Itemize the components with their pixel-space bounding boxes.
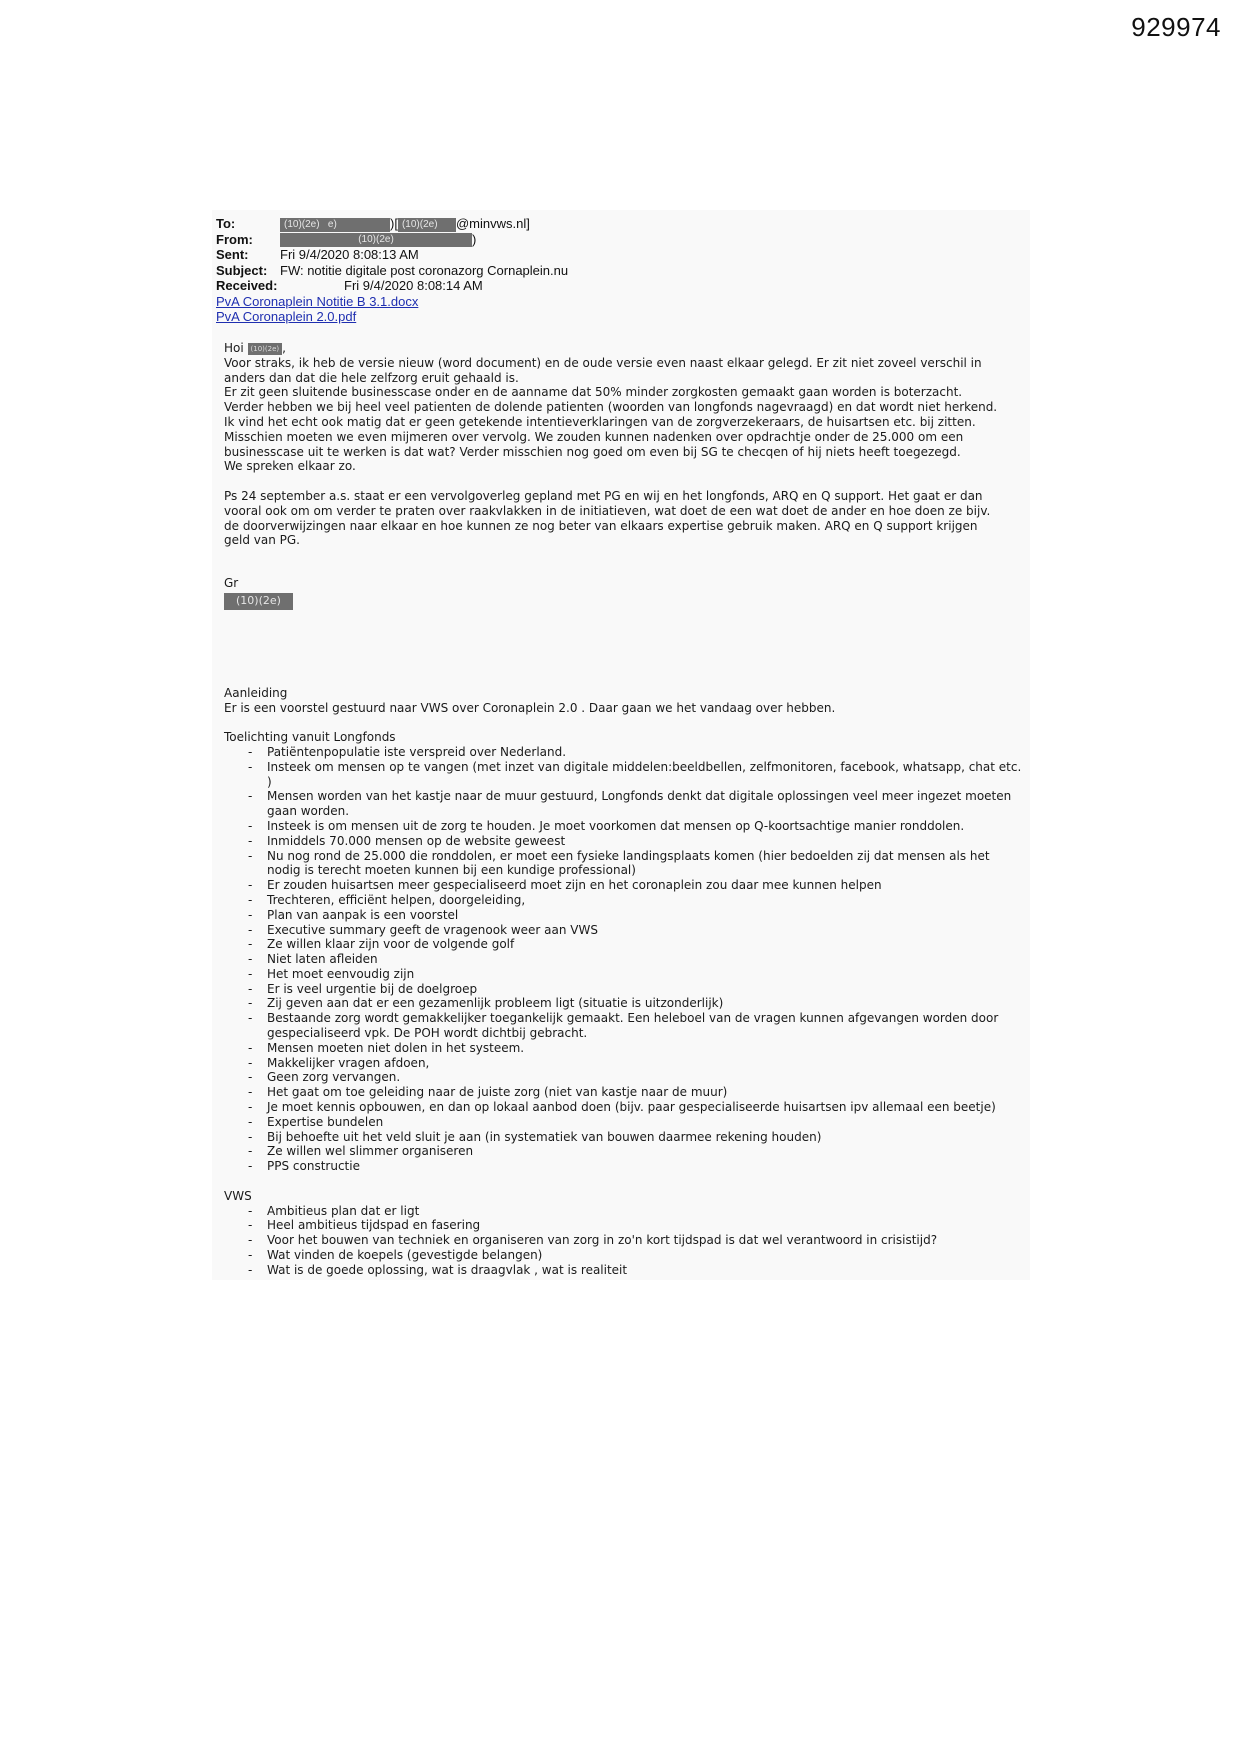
attachment-link-docx[interactable]: PvA Coronaplein Notitie B 3.1.docx <box>216 293 419 309</box>
list-item: - Ze willen wel slimmer organiseren <box>248 1144 1024 1159</box>
toelichting-title: Toelichting vanuit Longfonds <box>224 730 396 745</box>
list-item: - Er zouden huisartsen meer gespecialiseerd moet zijn en het coronaplein zou daar mee kunnen helpen <box>248 878 1024 893</box>
spacer <box>224 1174 1024 1189</box>
sent-row <box>216 247 418 263</box>
list-item: - Executive summary geeft de vragenook weer aan VWS <box>248 923 1024 938</box>
list-item: - Er is veel urgentie bij de doelgroep <box>248 982 1024 997</box>
spacer <box>224 474 1024 489</box>
redaction-block <box>280 218 390 232</box>
greeting-comma: , <box>282 341 286 355</box>
to-label: To: <box>216 216 236 231</box>
list-item: - Insteek is om mensen uit de zorg te houden. Je moet voorkomen dat mensen op Q-koortsachtige manier ronddolen. <box>248 819 1024 834</box>
list-item: - Bij behoefte uit het veld sluit je aan (in systematiek van bouwen daarmee rekening houden) <box>248 1130 1024 1145</box>
body-line: Ps 24 september a.s. staat er een vervolgoverleg gepland met PG en wij en het longfonds, ARQ en Q support. Het gaat er dan <box>224 488 983 503</box>
body-line: We spreken elkaar zo. <box>224 459 356 474</box>
list-item: - Voor het bouwen van techniek en organiseren van zorg in zo'n kort tijdspad is dat wel verantwoord in crisistijd? <box>248 1233 1024 1248</box>
body-line: Er zit geen sluitende businesscase onder en de aanname dat 50% minder zorgkosten gemaakt gaan worden is boterzacht. <box>224 385 963 400</box>
list-item: - Inmiddels 70.000 mensen op de website geweest <box>248 834 1024 849</box>
email-body <box>224 341 1024 1278</box>
body-line: businesscase uit te werken is dat wat? Verder misschien nog goed om even bij SG te checqen of hij niets heeft toegezegd. <box>224 444 961 459</box>
spacer <box>224 548 1024 576</box>
list-item: - Wat vinden de koepels (gevestigde belangen) <box>248 1248 1024 1263</box>
list-item: - Trechteren, efficiënt helpen, doorgeleiding, <box>248 893 1024 908</box>
document-number: 929974 <box>1131 12 1221 42</box>
list-item: - Patiëntenpopulatie iste verspreid over Nederland. <box>248 745 1024 760</box>
list-item: - Niet laten afleiden <box>248 952 1024 967</box>
to-row <box>216 216 530 232</box>
subject-label: Subject: <box>216 262 268 278</box>
closing: Gr <box>224 576 239 591</box>
list-item: - Expertise bundelen <box>248 1115 1024 1130</box>
list-item: - Wat is de goede oplossing, wat is draagvlak , wat is realiteit <box>248 1263 1024 1278</box>
to-value <box>280 216 530 232</box>
list-item: - Heel ambitieus tijdspad en fasering <box>248 1218 1024 1233</box>
from-close: ) <box>472 231 477 247</box>
body-line: Misschien moeten we even mijmeren over vervolg. We zouden kunnen nadenken over opdrachtje onder de 25.000 om een <box>224 429 964 444</box>
toelichting-list <box>224 745 1024 1174</box>
list-item: - Geen zorg vervangen. <box>248 1070 1024 1085</box>
spacer <box>224 610 1024 686</box>
body-line: vooral ook om om verder te praten over raakvlakken in de initiatieven, wat doet de een wat doet de ander en hoe doen ze bijv. <box>224 503 991 518</box>
subject-row <box>216 262 569 279</box>
from-label: From: <box>216 231 253 247</box>
received-value: Fri 9/4/2020 8:08:14 AM <box>344 278 483 293</box>
greeting-text: Hoi <box>224 341 244 355</box>
list-item: - Insteek om mensen op te vangen (met inzet van digitale middelen:beeldbellen, zelfmonitoren, facebook, whatsapp, chat etc. ) <box>248 760 1024 790</box>
redaction-block: (10)(2e) <box>248 343 283 355</box>
received-row <box>216 278 483 294</box>
attachment-link-pdf[interactable]: PvA Coronaplein 2.0.pdf <box>216 309 357 324</box>
redaction-block: (10)(2e) <box>398 218 456 232</box>
aanleiding-text: Er is een voorstel gestuurd naar VWS over Coronaplein 2.0 . Daar gaan we het vandaag over hebben. <box>224 700 836 715</box>
sent-label: Sent: <box>216 247 249 262</box>
body-line: Verder hebben we bij heel veel patienten de dolende patienten (woorden van longfonds nagevraagd) en dat wordt niet herkend. <box>224 400 998 415</box>
body-line: de doorverwijzingen naar elkaar en hoe kunnen ze nog beter van elkaars expertise gebruik maken. ARQ en Q support krijgen <box>224 518 978 533</box>
vws-title: VWS <box>224 1188 252 1203</box>
spacer <box>224 715 1024 730</box>
list-item: - Makkelijker vragen afdoen, <box>248 1056 1024 1071</box>
list-item: - Ze willen klaar zijn voor de volgende golf <box>248 937 1024 952</box>
aanleiding-title: Aanleiding <box>224 685 288 700</box>
paragraph-1 <box>224 356 1024 474</box>
received-label: Received: <box>216 278 278 293</box>
list-item: - Ambitieus plan dat er ligt <box>248 1204 1024 1219</box>
body-line: anders dan dat die hele zelfzorg eruit gehaald is. <box>224 370 519 385</box>
email-header <box>216 216 569 325</box>
list-item: - Nu nog rond de 25.000 die ronddolen, er moet een fysieke landingsplaats komen (hier bedoelden zij dat mensen als het nodig is terecht moeten kunnen bij een kundige professional) <box>248 849 1024 879</box>
to-domain: @minvws.nl] <box>455 216 530 231</box>
list-item: - Mensen moeten niet dolen in het systeem. <box>248 1041 1024 1056</box>
list-item: - Bestaande zorg wordt gemakkelijker toegankelijk gemaakt. Een heleboel van de vragen kunnen afgevangen worden door gespecialiseerd vpk. De POH wordt dichtbij gebracht. <box>248 1011 1024 1041</box>
redaction-label: (10)(2e) <box>284 218 320 230</box>
list-item: - Het moet eenvoudig zijn <box>248 967 1024 982</box>
body-line: Ik vind het echt ook matig dat er geen getekende intentieverklaringen van de zorgverzekeraars, de huisartsen etc. bij zitten. <box>224 414 976 429</box>
redaction-block: (10)(2e) <box>280 233 472 247</box>
from-row <box>216 231 477 248</box>
paragraph-2 <box>224 489 1024 548</box>
body-line: geld van PG. <box>224 533 300 548</box>
list-item: - Zij geven aan dat er een gezamenlijk probleem ligt (situatie is uitzonderlijk) <box>248 996 1024 1011</box>
vws-list <box>224 1204 1024 1278</box>
list-item: - Mensen worden van het kastje naar de muur gestuurd, Longfonds denkt dat digitale oplossingen veel meer ingezet moeten gaan worden. <box>248 789 1024 819</box>
list-item: - Je moet kennis opbouwen, en dan op lokaal aanbod doen (bijv. paar gespecialiseerde huisartsen ipv allemaal een beetje) <box>248 1100 1024 1115</box>
list-item: - Het gaat om toe geleiding naar de juiste zorg (niet van kastje naar de muur) <box>248 1085 1024 1100</box>
sent-value: Fri 9/4/2020 8:08:13 AM <box>280 247 419 262</box>
body-line: Voor straks, ik heb de versie nieuw (word document) en de oude versie even naast elkaar gelegd. Er zit niet zoveel verschil in <box>224 355 982 370</box>
list-item: - PPS constructie <box>248 1159 1024 1174</box>
from-value <box>280 232 476 248</box>
signature-redaction: (10)(2e) <box>224 593 293 610</box>
subject-value: FW: notitie digitale post coronazorg Cornaplein.nu <box>280 262 569 278</box>
to-separator: )[ <box>390 216 398 231</box>
greeting <box>224 341 1024 356</box>
list-item: - Plan van aanpak is een voorstel <box>248 908 1024 923</box>
redaction-label: e) <box>327 218 337 230</box>
